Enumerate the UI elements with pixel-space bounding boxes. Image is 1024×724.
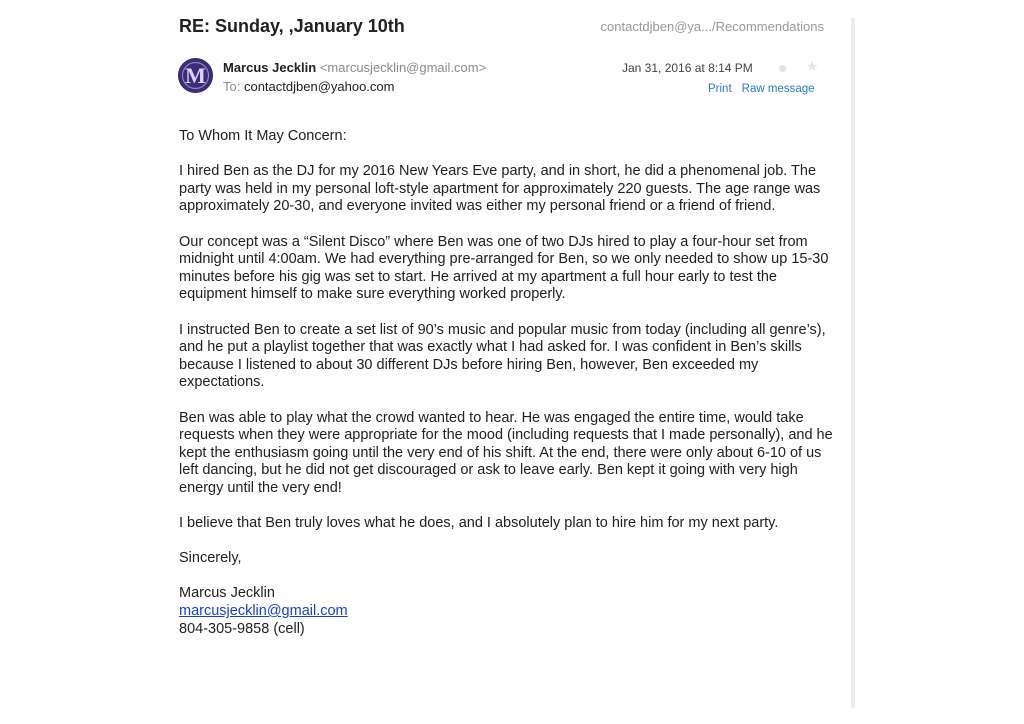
print-link[interactable]: Print <box>708 83 732 95</box>
monogram-icon <box>178 58 213 93</box>
to-line <box>223 79 394 94</box>
raw-message-link[interactable]: Raw message <box>741 83 815 95</box>
body-paragraph: Our concept was a “Silent Disco” where Ben was one of two DJs hired to play a four-hour set from midnight until 4:00am. We had everything pre-arranged for Ben, so we only needed to show up 15-30 minutes before his gig was set to start. He arrived at my apartment a full hour early to test the equipment himself to make sure everything worked properly. <box>179 233 829 303</box>
closing: Sincerely, <box>179 550 242 567</box>
folder-path[interactable]: contactdjben@ya.../Recommendations <box>600 19 824 34</box>
body-paragraph: Ben was able to play what the crowd wanted to hear. He was engaged the entire time, would take requests when they were appropriate for the mood (including requests that I made personally), and he kept the enthusiasm going until the very end of his shift. At the end, there were only about 6-10 of us left dancing, but he did not get discouraged or ask to leave early. Ben kept it going with very high energy until the very end! <box>179 409 833 496</box>
star-icon[interactable]: ★ <box>806 58 819 74</box>
sender-name[interactable]: Marcus Jecklin <box>223 60 317 75</box>
message-actions <box>708 83 815 95</box>
body-paragraph: I hired Ben as the DJ for my 2016 New Years Eve party, and in short, he did a phenomenal job. The party was held in my personal loft-style apartment for approximately 220 guests. The age range was approximately 20-30, and everyone invited was either my personal friend or a friend of friend. <box>179 163 821 215</box>
recipient-email[interactable]: contactdjben@yahoo.com <box>243 79 395 94</box>
unread-dot-icon[interactable] <box>779 65 786 72</box>
message-date: Jan 31, 2016 at 8:14 PM <box>622 61 753 75</box>
from-line <box>223 60 486 75</box>
body-paragraph: I instructed Ben to create a set list of 90’s music and popular music from today (including all genre’s), and he put a playlist together that was exactly what I had asked for. I was confident in Ben’s skills because I listened to about 30 different DJs before hiring Ben, however, Ben exceeded my expectations. <box>179 321 826 391</box>
signature-name: Marcus Jecklin <box>179 585 275 602</box>
message-body <box>179 128 839 638</box>
to-label: To: <box>223 79 241 94</box>
sender-email[interactable]: <marcusjecklin@gmail.com> <box>319 60 487 75</box>
sender-avatar <box>178 58 213 93</box>
body-paragraph: I believe that Ben truly loves what he does, and I absolutely plan to hire him for my next party. <box>179 515 779 532</box>
greeting: To Whom It May Concern: <box>179 128 347 144</box>
signature-email-link[interactable]: marcusjecklin@gmail.com <box>179 603 348 620</box>
signature-phone: 804-305-9858 (cell) <box>179 620 305 637</box>
message-subject: RE: Sunday, ,January 10th <box>179 16 405 36</box>
svg-text:M: M <box>185 63 206 88</box>
reading-pane-divider <box>851 18 855 708</box>
message-header <box>179 16 824 42</box>
